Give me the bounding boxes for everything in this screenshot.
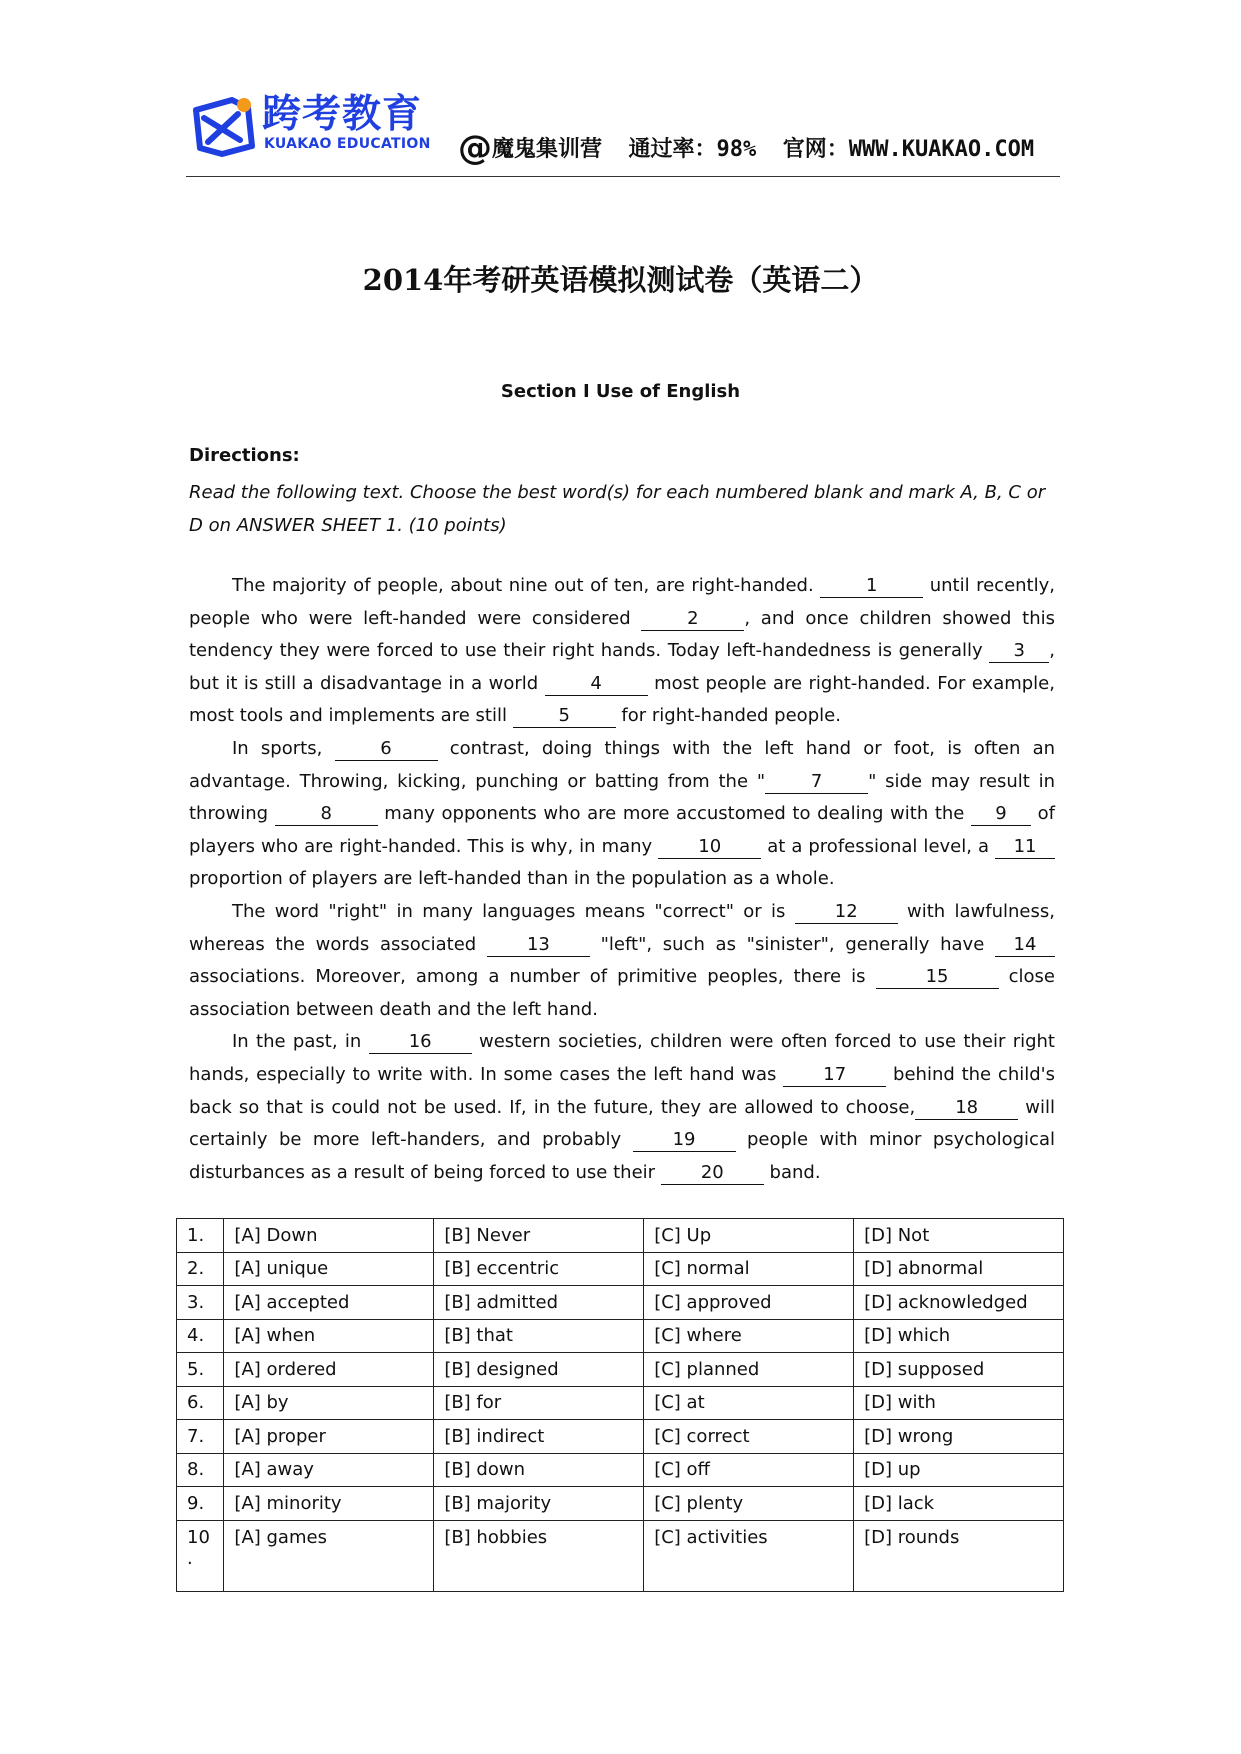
text-run: "left", such as "sinister", generally have bbox=[600, 933, 985, 955]
option-a: [A] ordered bbox=[224, 1353, 434, 1387]
text-run: at a professional level, a bbox=[767, 835, 989, 857]
text-run: proportion of players are left-handed than in the population as a whole. bbox=[189, 868, 835, 890]
option-b: [B] down bbox=[434, 1453, 644, 1487]
option-a: [A] proper bbox=[224, 1420, 434, 1454]
blank-18: 18 bbox=[915, 1097, 1018, 1120]
table-row bbox=[177, 1453, 1064, 1487]
option-b: [B] hobbies bbox=[434, 1520, 644, 1591]
options-table bbox=[176, 1218, 1064, 1592]
logo-english-text: KUAKAO EDUCATION bbox=[264, 136, 431, 152]
page-title: 2014年考研英语模拟测试卷（英语二） bbox=[362, 263, 879, 297]
blank-19: 19 bbox=[633, 1129, 736, 1152]
text-run: , but it is still a disadvantage in a world bbox=[189, 640, 1055, 694]
text-run: western societies, children were often forced to use their right hands, especially to write with. In some cases the left hand was bbox=[189, 1031, 1055, 1085]
slogan-text: 魔鬼集训营 通过率：98% 官网：WWW.KUAKAO.COM bbox=[492, 137, 1035, 162]
text-run: of players who are right-handed. This is why, in many bbox=[189, 803, 1055, 857]
text-run: until recently, people who were left-handed were considered bbox=[189, 575, 1055, 629]
blank-15: 15 bbox=[876, 966, 999, 989]
option-d: [D] with bbox=[854, 1386, 1064, 1420]
blank-12: 12 bbox=[795, 901, 898, 924]
option-d: [D] wrong bbox=[854, 1420, 1064, 1454]
blank-14: 14 bbox=[995, 934, 1055, 957]
option-d: [D] rounds bbox=[854, 1520, 1064, 1591]
option-c: [C] normal bbox=[644, 1252, 854, 1286]
text-run: will certainly be more left-handers, and probably bbox=[189, 1096, 1055, 1151]
at-sign: @ bbox=[458, 128, 492, 168]
option-a: [A] games bbox=[224, 1520, 434, 1591]
text-run: In the past, in bbox=[232, 1031, 362, 1053]
question-number: 3. bbox=[177, 1286, 224, 1320]
question-number: 8. bbox=[177, 1453, 224, 1487]
blank-11: 11 bbox=[995, 836, 1055, 859]
question-number: 1. bbox=[177, 1219, 224, 1253]
option-c: [C] correct bbox=[644, 1420, 854, 1454]
option-a: [A] unique bbox=[224, 1252, 434, 1286]
option-b: [B] for bbox=[434, 1386, 644, 1420]
option-c: [C] Up bbox=[644, 1219, 854, 1253]
blank-8: 8 bbox=[275, 803, 378, 826]
text-run: The majority of people, about nine out of ten, are right-handed. bbox=[232, 575, 814, 596]
text-run: for right-handed people. bbox=[621, 705, 841, 727]
text-run: band. bbox=[769, 1161, 821, 1183]
table-row bbox=[177, 1319, 1064, 1353]
text-run: people with minor psychological disturbances as a result of being forced to use their bbox=[189, 1129, 1055, 1183]
option-b: [B] designed bbox=[434, 1353, 644, 1387]
option-d: [D] up bbox=[854, 1453, 1064, 1487]
text-run: most people are right-handed. For example, most tools and implements are still bbox=[189, 672, 1055, 727]
blank-9: 9 bbox=[971, 803, 1031, 826]
option-d: [D] abnormal bbox=[854, 1252, 1064, 1286]
text-run: close association between death and the left hand. bbox=[189, 966, 1055, 1020]
text-run: In sports, bbox=[232, 737, 323, 759]
table-row bbox=[177, 1286, 1064, 1320]
kuakao-logo bbox=[192, 92, 432, 162]
option-a: [A] away bbox=[224, 1453, 434, 1487]
blank-5: 5 bbox=[513, 705, 616, 728]
question-number: 6. bbox=[177, 1386, 224, 1420]
text-run: , and once children showed this tendency they were forced to use their right hands. Today left-handedness is generally bbox=[189, 607, 1055, 662]
question-number: 5. bbox=[177, 1353, 224, 1387]
text-run: The word "right" in many languages means "correct" or is bbox=[232, 900, 786, 922]
text-run: behind the child's back so that is could not be used. If, in the future, they are allowed to choose, bbox=[189, 1063, 1055, 1118]
question-number: 9. bbox=[177, 1487, 224, 1521]
option-b: [B] that bbox=[434, 1319, 644, 1353]
logo-mark-icon bbox=[192, 96, 258, 158]
section-heading: Section I Use of English bbox=[500, 381, 741, 402]
text-run: " side may result in throwing bbox=[189, 770, 1055, 825]
option-c: [C] plenty bbox=[644, 1487, 854, 1521]
blank-6: 6 bbox=[335, 738, 438, 761]
header-slogan bbox=[458, 128, 1034, 168]
question-number: 2. bbox=[177, 1252, 224, 1286]
option-c: [C] off bbox=[644, 1453, 854, 1487]
option-a: [A] when bbox=[224, 1319, 434, 1353]
question-number: 10 . bbox=[177, 1520, 224, 1591]
option-d: [D] Not bbox=[854, 1219, 1064, 1253]
option-c: [C] approved bbox=[644, 1286, 854, 1320]
table-row bbox=[177, 1520, 1064, 1591]
option-b: [B] admitted bbox=[434, 1286, 644, 1320]
option-b: [B] indirect bbox=[434, 1420, 644, 1454]
table-row bbox=[177, 1219, 1064, 1253]
option-a: [A] Down bbox=[224, 1219, 434, 1253]
blank-4: 4 bbox=[545, 673, 648, 696]
paragraph-4 bbox=[189, 1026, 1055, 1189]
paragraph-3 bbox=[189, 896, 1055, 1026]
option-b: [B] majority bbox=[434, 1487, 644, 1521]
question-number: 7. bbox=[177, 1420, 224, 1454]
header-divider bbox=[186, 176, 1060, 177]
option-a: [A] accepted bbox=[224, 1286, 434, 1320]
option-b: [B] Never bbox=[434, 1219, 644, 1253]
directions-label: Directions: bbox=[189, 445, 300, 466]
text-run: many opponents who are more accustomed to dealing with the bbox=[384, 803, 965, 825]
directions-text: Read the following text. Choose the best word(s) for each numbered blank and mark A, B, C or D on ANSWER SHEET 1. (10 points) bbox=[189, 482, 1046, 536]
table-row bbox=[177, 1420, 1064, 1454]
option-c: [C] at bbox=[644, 1386, 854, 1420]
text-run: with lawfulness, whereas the words associated bbox=[189, 900, 1055, 955]
paragraph-1 bbox=[189, 570, 1055, 733]
table-row bbox=[177, 1487, 1064, 1521]
question-number: 4. bbox=[177, 1319, 224, 1353]
option-d: [D] lack bbox=[854, 1487, 1064, 1521]
option-c: [C] activities bbox=[644, 1520, 854, 1591]
option-c: [C] where bbox=[644, 1319, 854, 1353]
option-d: [D] acknowledged bbox=[854, 1286, 1064, 1320]
option-d: [D] supposed bbox=[854, 1353, 1064, 1387]
blank-20: 20 bbox=[661, 1162, 764, 1185]
blank-7: 7 bbox=[765, 771, 868, 794]
blank-1: 1 bbox=[820, 575, 923, 598]
cloze-passage bbox=[189, 570, 1055, 1189]
text-run: contrast, doing things with the left hand or foot, is often an advantage. Throwing, kicking, punching or batting from the " bbox=[189, 737, 1056, 792]
table-row bbox=[177, 1353, 1064, 1387]
option-a: [A] by bbox=[224, 1386, 434, 1420]
page-header bbox=[186, 88, 1060, 178]
blank-13: 13 bbox=[487, 934, 590, 957]
blank-2: 2 bbox=[641, 608, 744, 631]
option-b: [B] eccentric bbox=[434, 1252, 644, 1286]
blank-17: 17 bbox=[783, 1064, 886, 1087]
blank-10: 10 bbox=[658, 836, 761, 859]
option-c: [C] planned bbox=[644, 1353, 854, 1387]
blank-16: 16 bbox=[369, 1031, 472, 1054]
logo-chinese-text: 跨考教育 bbox=[262, 92, 423, 137]
option-a: [A] minority bbox=[224, 1487, 434, 1521]
table-row bbox=[177, 1252, 1064, 1286]
option-d: [D] which bbox=[854, 1319, 1064, 1353]
paragraph-2 bbox=[189, 733, 1055, 896]
text-run: associations. Moreover, among a number of primitive peoples, there is bbox=[189, 966, 866, 988]
table-row bbox=[177, 1386, 1064, 1420]
blank-3: 3 bbox=[989, 640, 1049, 663]
